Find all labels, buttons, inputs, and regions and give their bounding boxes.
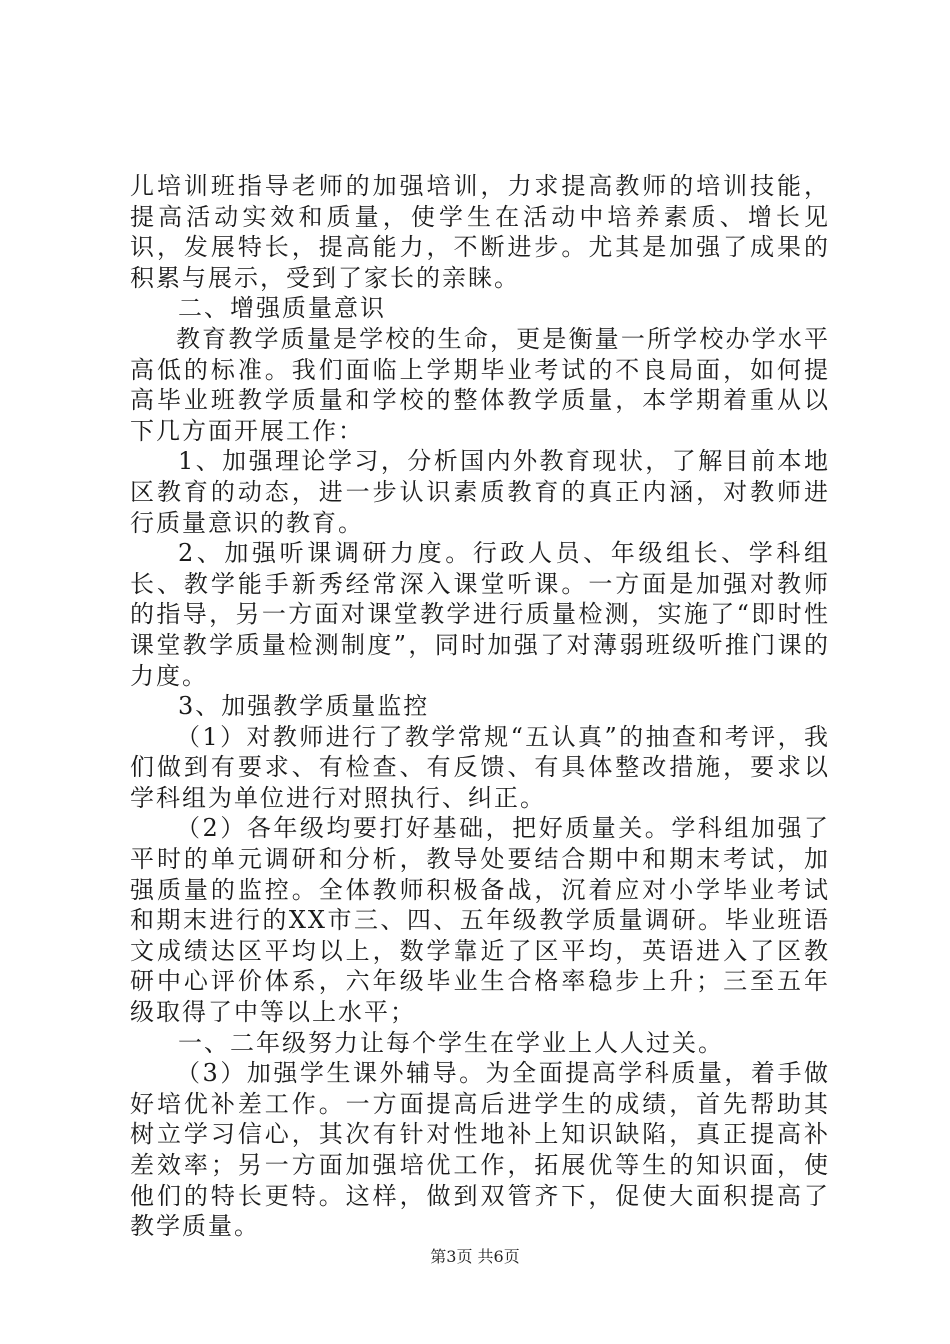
- sub-item-routine-check: （1）对教师进行了教学常规“五认真”的抽查和考评，我们做到有要求、有检查、有反馈、有具体整改措施，要求以学科组为单位进行对照执行、纠正。: [130, 722, 830, 812]
- sub-item-grade-foundation: （2）各年级均要打好基础，把好质量关。学科组加强了平时的单元调研和分析，教导处要结合期中和期末考试，加强质量的监控。全体教师积极备战，沉着应对小学毕业考试和期末进行的XX市三、四、五年级教学质量调研。毕业班语文成绩达区平均以上，数学靠近了区平均，英语进入了区教研中心评价体系，六年级毕业生合格率稳步上升；三至五年级取得了中等以上水平；: [130, 814, 830, 1027]
- paragraph-lower-grades: 一、二年级努力让每个学生在学业上人人过关。: [178, 1028, 724, 1057]
- paragraph-quality-intro: 教育教学质量是学校的生命，更是衡量一所学校办学水平高低的标准。我们面临上学期毕业考试的不良局面，如何提高毕业班教学质量和学校的整体教学质量，本学期着重从以下几方面开展工作：: [130, 324, 830, 445]
- section-heading-quality: 二、增强质量意识: [178, 294, 386, 323]
- page-number: 第3页 共6页: [430, 1247, 520, 1266]
- sub-item-tutoring: （3）加强学生课外辅导。为全面提高学科质量，着手做好培优补差工作。一方面提高后进学生的成绩，首先帮助其树立学习信心，其次有针对性地补上知识缺陷，真正提高补差效率；另一方面加强培优工作，拓展优等生的知识面，使他们的特长更特。这样，做到双管齐下，促使大面积提高了教学质量。: [130, 1059, 830, 1241]
- paragraph-activity-summary: 儿培训班指导老师的加强培训，力求提高教师的培训技能，提高活动实效和质量，使学生在活动中培养素质、增长见识，发展特长，提高能力，不断进步。尤其是加强了成果的积累与展示，受到了家长的亲睐。: [130, 172, 830, 292]
- list-item-lesson-research: 2、加强听课调研力度。行政人员、年级组长、学科组长、教学能手新秀经常深入课堂听课。一方面是加强对教师的指导，另一方面对课堂教学进行质量检测，实施了“即时性课堂教学质量检测制度”，同时加强了对薄弱班级听推门课的力度。: [130, 539, 830, 690]
- list-item-theory-study: 1、加强理论学习，分析国内外教育现状，了解目前本地区教育的动态，进一步认识素质教育的真正内涵，对教师进行质量意识的教育。: [130, 447, 830, 537]
- list-item-quality-monitoring: 3、加强教学质量监控: [178, 692, 430, 721]
- document-body: [130, 171, 830, 1242]
